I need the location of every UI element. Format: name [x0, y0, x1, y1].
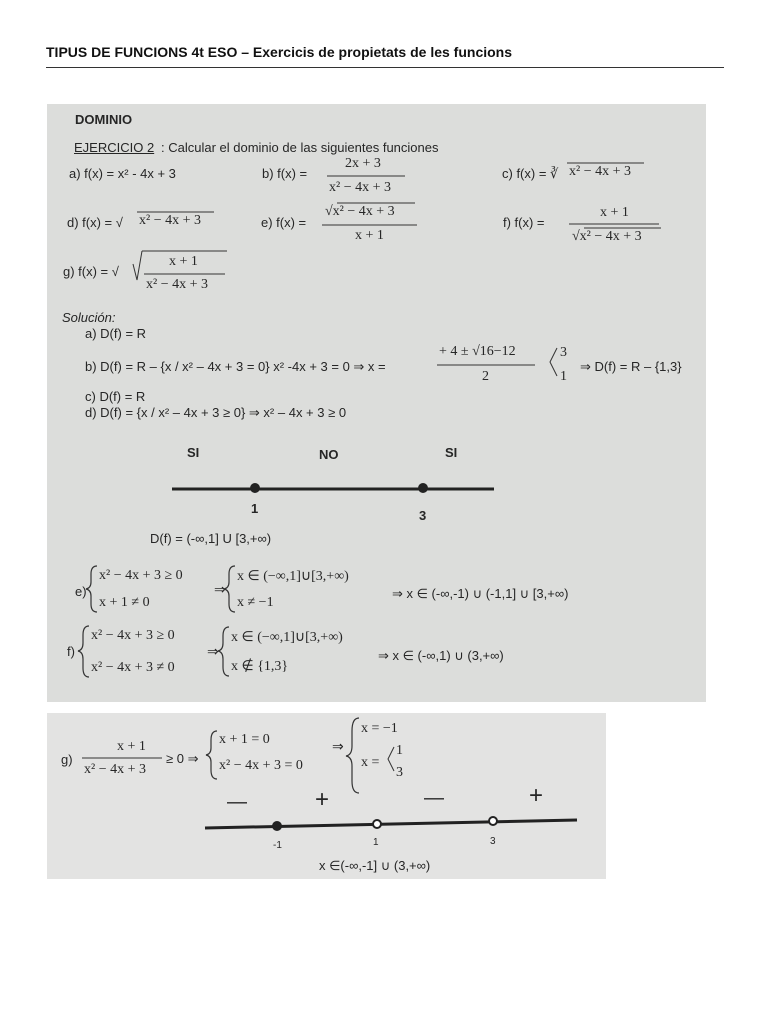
numberline-tick-3: 3: [419, 508, 427, 523]
brace-g-system: [206, 731, 217, 779]
function-g-prefix: g) f(x) = √: [63, 264, 119, 279]
numberline-d-point-1: [250, 483, 260, 493]
solution-f-final: ⇒ x ∈ (-∞,1) ∪ (3,+∞): [378, 648, 504, 663]
numberline-g-tick-1: 1: [373, 837, 379, 848]
exercise-label: EJERCICIO 2: [74, 140, 155, 155]
solution-f-result-line1: x ∈ (−∞,1]∪[3,+∞): [231, 630, 343, 645]
brace-f-result: [218, 627, 229, 676]
solution-b-numerator: + 4 ± √16−12: [439, 344, 516, 359]
solution-e-system-line2: x + 1 ≠ 0: [99, 595, 150, 610]
function-c-radicand: x² − 4x + 3: [569, 164, 631, 179]
function-f-denominator: √x² − 4x + 3: [572, 229, 642, 244]
numberline-g-tick-3: 3: [490, 836, 496, 847]
function-b-numerator: 2x + 3: [345, 156, 381, 171]
photo1-drawings: [47, 104, 706, 702]
document-header-title: TIPUS DE FUNCIONS 4t ESO – Exercicis de propietats de les funcions: [46, 44, 513, 60]
solution-e-final: ⇒ x ∈ (-∞,-1) ∪ (-1,1] ∪ [3,+∞): [392, 586, 569, 601]
function-d-radicand: x² − 4x + 3: [139, 213, 201, 228]
solution-a: a) D(f) = R: [85, 326, 147, 341]
numberline-g-point-minus1: [272, 821, 282, 831]
function-e-numerator: √x² − 4x + 3: [325, 204, 395, 219]
roots-bracket-g: [388, 747, 394, 771]
numberline-label-no: NO: [319, 447, 339, 462]
sign-plus-1: +: [315, 786, 330, 813]
solution-g-system-line2: x² − 4x + 3 = 0: [219, 758, 303, 773]
solution-g-label: g): [61, 752, 73, 767]
function-g-denominator: x² − 4x + 3: [146, 277, 208, 292]
solution-g-result-prefix: x =: [361, 755, 380, 770]
solution-d: d) D(f) = {x / x² – 4x + 3 ≥ 0} ⇒ x² – 4x + 3 ≥ 0: [85, 405, 347, 420]
exercise-photo-2: [47, 713, 606, 879]
solution-g-final: x ∈(-∞,-1] ∪ (3,+∞): [319, 858, 431, 873]
solution-g-denominator: x² − 4x + 3: [84, 762, 146, 777]
solution-g-root-3: 3: [396, 765, 403, 780]
solution-b-denominator: 2: [482, 369, 489, 384]
function-f-prefix: f) f(x) =: [503, 215, 545, 230]
solution-g-root-1: 1: [396, 743, 403, 758]
solution-d-domain: D(f) = (-∞,1] U [3,+∞): [150, 531, 272, 546]
solution-heading: Solución:: [62, 310, 116, 325]
solution-e-implies: ⇒: [214, 583, 226, 598]
numberline-d-point-3: [418, 483, 428, 493]
function-b-prefix: b) f(x) =: [262, 166, 308, 181]
function-e-denominator: x + 1: [355, 228, 384, 243]
solution-e-label: e): [75, 584, 87, 599]
numberline-tick-1: 1: [251, 501, 259, 516]
solution-f-result-line2: x ∉ {1,3}: [231, 659, 289, 674]
section-title: DOMINIO: [75, 112, 133, 127]
function-d-prefix: d) f(x) = √: [67, 215, 123, 230]
function-f-numerator: x + 1: [600, 205, 629, 220]
function-e-prefix: e) f(x) =: [261, 215, 307, 230]
solution-b-result: ⇒ D(f) = R – {1,3}: [580, 359, 682, 374]
solution-f-system-line1: x² − 4x + 3 ≥ 0: [91, 628, 175, 643]
solution-b-root-1: 1: [560, 369, 567, 384]
function-b-denominator: x² − 4x + 3: [329, 180, 391, 195]
function-a: a) f(x) = x² - 4x + 3: [69, 166, 176, 181]
solution-g-inequality: ≥ 0 ⇒: [166, 751, 199, 766]
header-rule: [46, 67, 724, 68]
solution-g-result-line1: x = −1: [361, 721, 398, 736]
solution-g-system-line1: x + 1 = 0: [219, 732, 270, 747]
exercise-statement: : Calcular el dominio de las siguientes funciones: [161, 140, 439, 155]
numberline-g-axis: [205, 820, 577, 828]
numberline-label-si-left: SI: [187, 445, 200, 460]
solution-f-system-line2: x² − 4x + 3 ≠ 0: [91, 660, 175, 675]
roots-bracket-b: [550, 348, 557, 376]
function-g-numerator: x + 1: [169, 254, 198, 269]
solution-c: c) D(f) = R: [85, 389, 146, 404]
numberline-label-si-right: SI: [445, 445, 458, 460]
solution-g-implies: ⇒: [332, 740, 344, 755]
radical-sign-g: [133, 251, 142, 280]
sign-minus-1: —: [227, 791, 247, 813]
brace-e-system: [86, 566, 97, 612]
solution-b-root-3: 3: [560, 345, 567, 360]
brace-g-result: [346, 718, 359, 793]
solution-g-numerator: x + 1: [117, 739, 146, 754]
brace-f-system: [78, 626, 89, 677]
numberline-g-open-point-3: [489, 817, 497, 825]
sign-plus-2: +: [529, 782, 544, 809]
photo2-drawings: [47, 713, 606, 879]
brace-e-result: [224, 566, 235, 612]
sign-minus-2: —: [424, 787, 444, 809]
numberline-g-tick-minus1: -1: [273, 840, 282, 851]
numberline-g-open-point-1: [373, 820, 381, 828]
solution-f-implies: ⇒: [207, 645, 219, 660]
exercise-photo-1: [47, 104, 706, 702]
solution-b-text: b) D(f) = R – {x / x² – 4x + 3 = 0} x² -4x + 3 = 0 ⇒ x =: [85, 359, 386, 374]
solution-e-result-line1: x ∈ (−∞,1]∪[3,+∞): [237, 569, 349, 584]
solution-e-system-line1: x² − 4x + 3 ≥ 0: [99, 568, 183, 583]
solution-f-label: f): [67, 644, 75, 659]
function-c-prefix: c) f(x) = ∛: [502, 166, 559, 181]
solution-e-result-line2: x ≠ −1: [237, 595, 274, 610]
